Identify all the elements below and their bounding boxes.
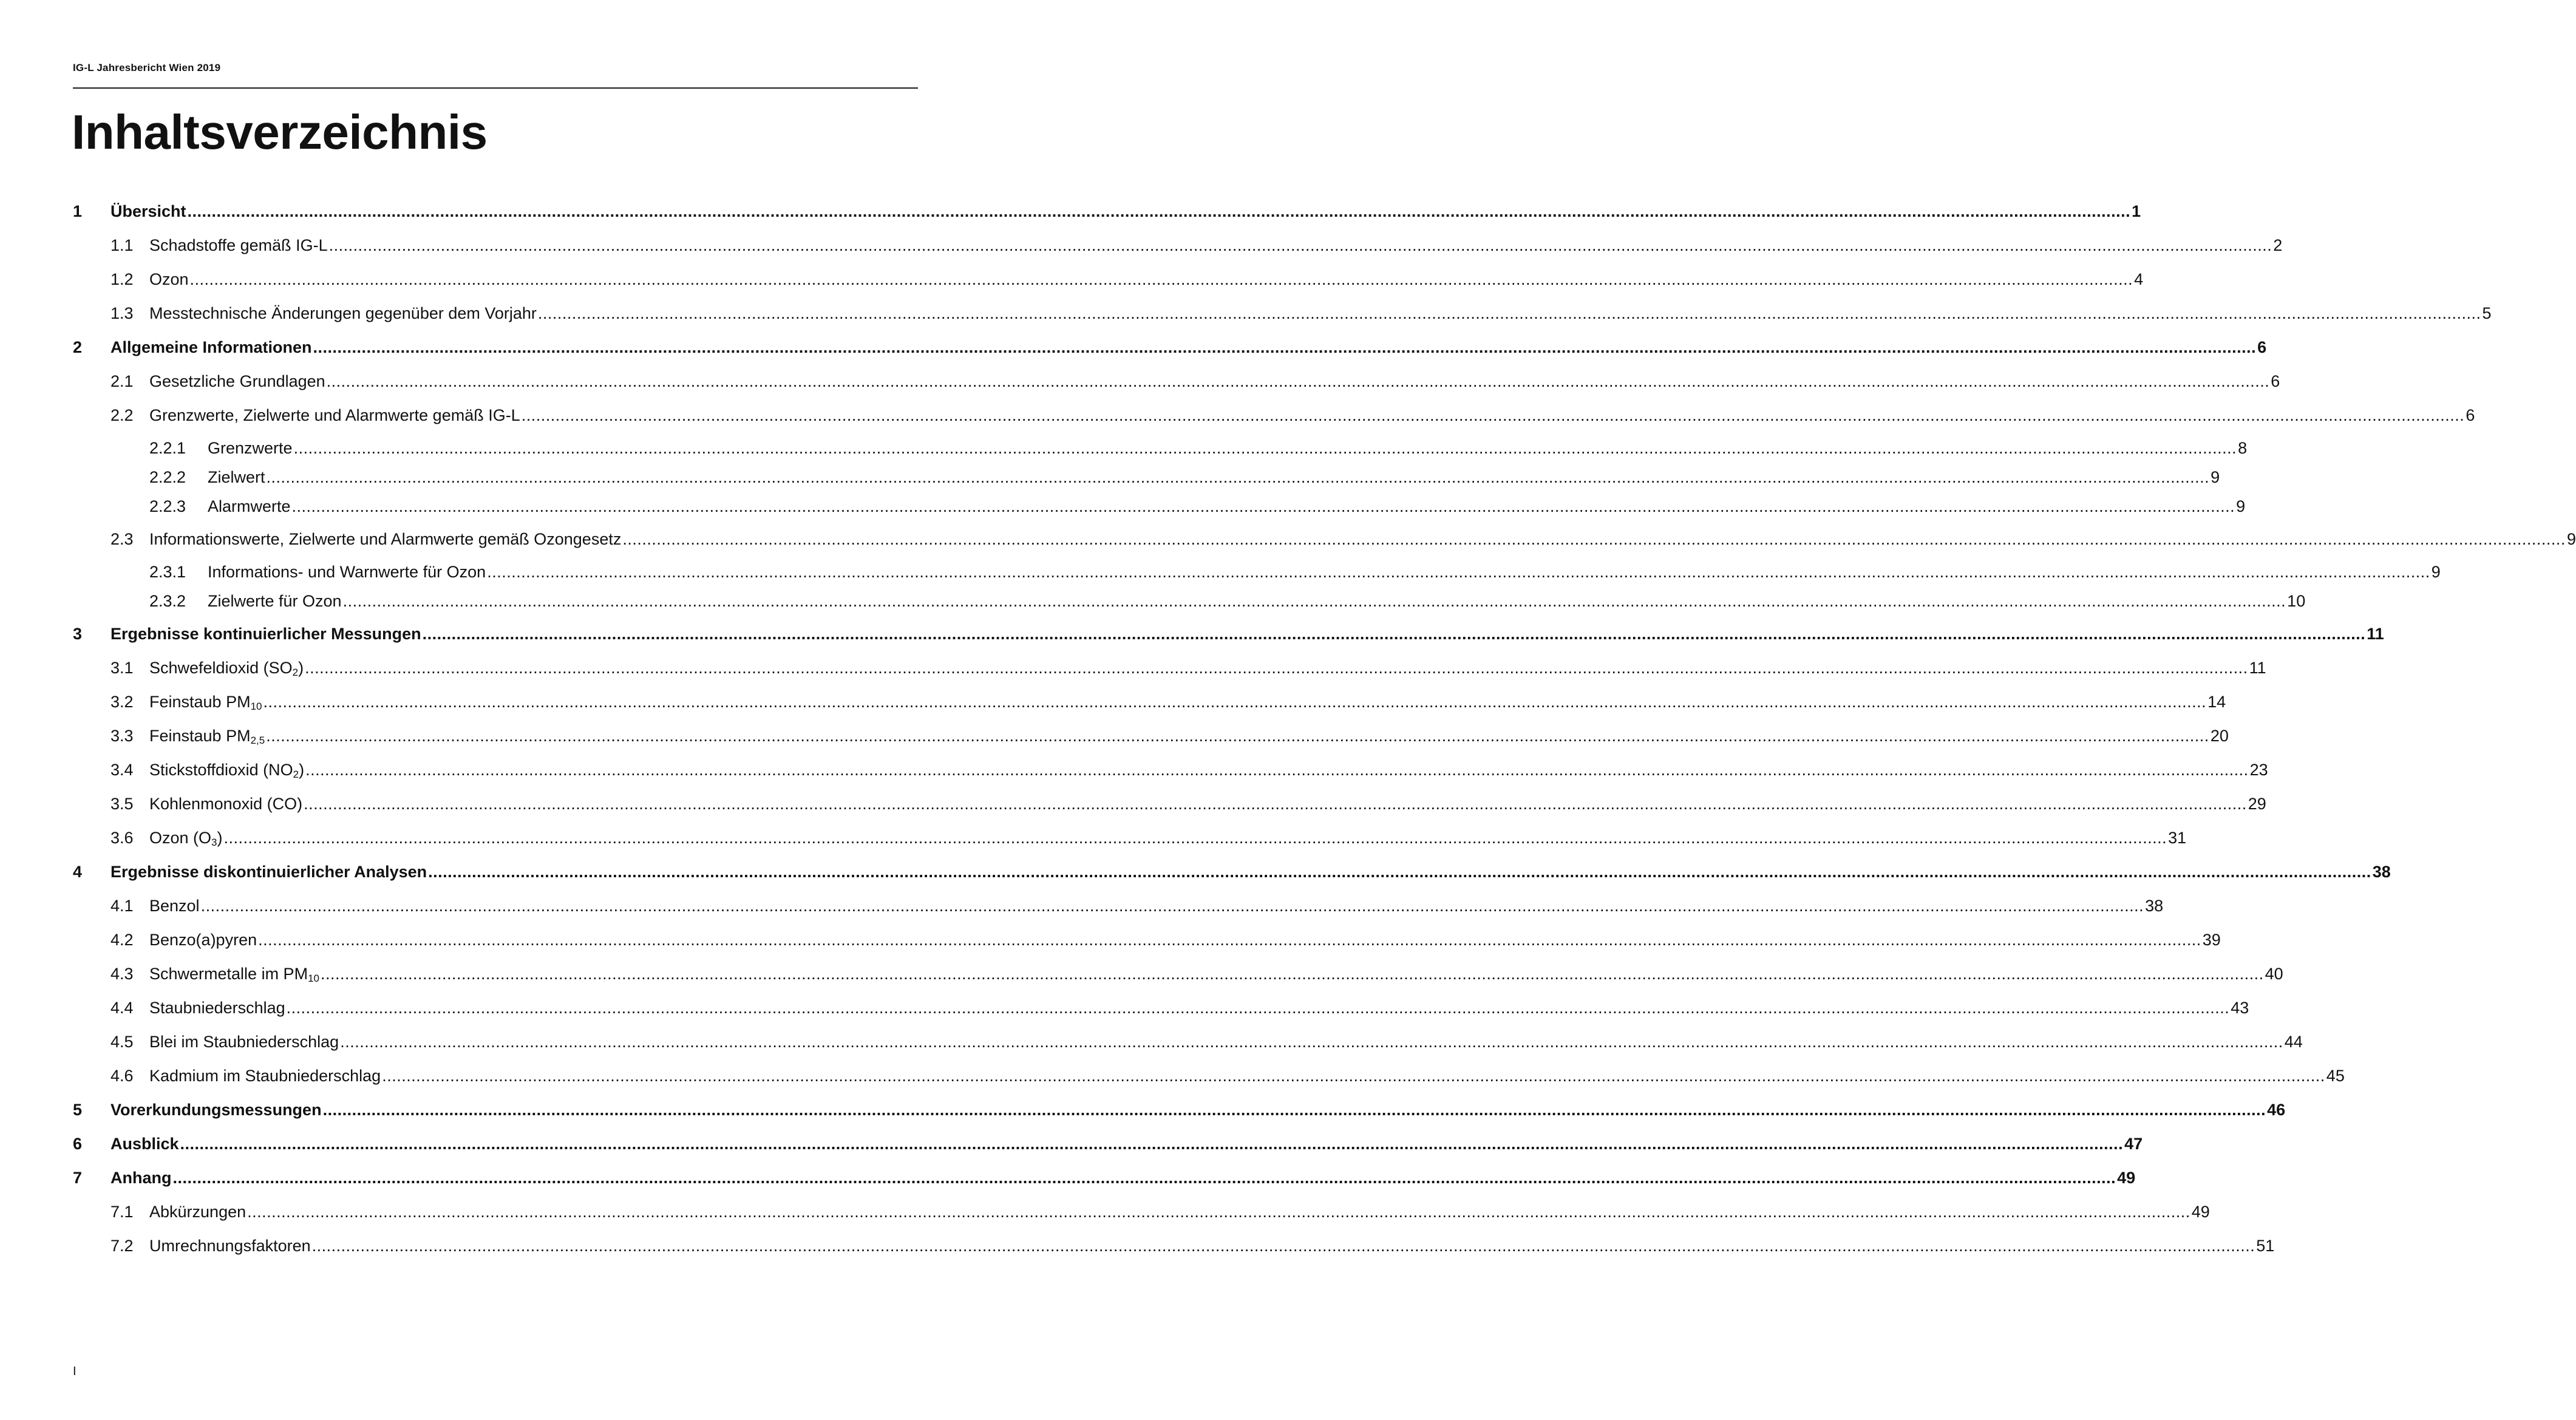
- toc-dot-leader: ................................................................................................................................................................................................................................................................................................................................................................................................................: [293, 439, 2237, 457]
- toc-dot-leader: ................................................................................................................................................................................................................................................................................................................................................................................................................: [487, 563, 2430, 581]
- toc-dot-leader: ................................................................................................................................................................................................................................................................................................................................................................................................................: [189, 270, 2133, 288]
- toc-entry-page[interactable]: 6: [2271, 372, 2280, 390]
- toc-entry[interactable]: [73, 1234, 2275, 1258]
- toc-dot-leader: ................................................................................................................................................................................................................................................................................................................................................................................................................: [622, 530, 2566, 548]
- toc-dot-leader: ................................................................................................................................................................................................................................................................................................................................................................................................................: [521, 406, 2465, 424]
- toc-entry-page[interactable]: 45: [2326, 1067, 2345, 1085]
- toc-entry[interactable]: [73, 233, 2283, 257]
- toc-entry-number: 4.3: [110, 965, 134, 983]
- toc-entry-page[interactable]: 40: [2265, 965, 2283, 983]
- toc-entry[interactable]: [73, 527, 2576, 551]
- toc-dot-leader: ................................................................................................................................................................................................................................................................................................................................................................................................................: [422, 625, 2366, 643]
- toc-entry-title[interactable]: Ergebnisse kontinuierlicher Messungen: [110, 625, 421, 643]
- toc-dot-leader: ................................................................................................................................................................................................................................................................................................................................................................................................................: [263, 693, 2207, 711]
- toc-entry-number: 4.2: [110, 931, 134, 949]
- toc-entry-number: 3.4: [110, 761, 134, 779]
- toc-entry[interactable]: [73, 199, 2141, 223]
- toc-entry-title[interactable]: Ergebnisse diskontinuierlicher Analysen: [110, 863, 427, 881]
- toc-entry-title[interactable]: Grenzwerte: [208, 439, 293, 457]
- toc-entry-number: 7.1: [110, 1203, 134, 1221]
- toc-entry-title[interactable]: Abkürzungen: [149, 1203, 246, 1221]
- toc-entry[interactable]: [73, 335, 2267, 359]
- toc-dot-leader: ................................................................................................................................................................................................................................................................................................................................................................................................................: [247, 1203, 2190, 1221]
- toc-entry[interactable]: [73, 894, 2164, 918]
- toc-dot-leader: ................................................................................................................................................................................................................................................................................................................................................................................................................: [180, 1135, 2124, 1153]
- toc-dot-leader: ................................................................................................................................................................................................................................................................................................................................................................................................................: [200, 897, 2144, 915]
- toc-entry-page[interactable]: 47: [2124, 1135, 2143, 1153]
- toc-entry-title[interactable]: Benzo(a)pyren: [149, 931, 257, 949]
- toc-entry-number: 4: [73, 863, 83, 881]
- toc-entry[interactable]: [73, 690, 2226, 714]
- toc-entry-page[interactable]: 2: [2273, 236, 2283, 254]
- toc-entry-title[interactable]: Ozon: [149, 270, 189, 288]
- toc-entry-number: 2.2.3: [149, 497, 186, 515]
- toc-entry-number: 3.3: [110, 727, 134, 745]
- toc-entry[interactable]: [73, 267, 2144, 291]
- toc-entry-page[interactable]: 44: [2284, 1033, 2303, 1051]
- toc-entry-page[interactable]: 9: [2431, 563, 2441, 581]
- toc-dot-leader: ................................................................................................................................................................................................................................................................................................................................................................................................................: [428, 863, 2371, 881]
- toc-entry[interactable]: [73, 1132, 2143, 1156]
- toc-entry-number: 2.3: [110, 530, 134, 548]
- toc-entry-page[interactable]: 9: [2236, 497, 2246, 515]
- toc-dot-leader: ................................................................................................................................................................................................................................................................................................................................................................................................................: [320, 965, 2264, 983]
- toc-entry-number: 4.4: [110, 999, 134, 1017]
- toc-dot-leader: ................................................................................................................................................................................................................................................................................................................................................................................................................: [172, 1169, 2116, 1187]
- toc-entry[interactable]: [73, 996, 2249, 1020]
- toc-entry-number: 4.1: [110, 897, 134, 915]
- toc-entry-title[interactable]: Schwermetalle im $PM_{10}$: [149, 965, 319, 984]
- toc-entry-page[interactable]: 11: [2249, 659, 2266, 677]
- header-title: IG-L Jahresbericht Wien 2019: [73, 62, 221, 73]
- toc-entry-number: 4.6: [110, 1067, 134, 1085]
- toc-entry[interactable]: [73, 403, 2475, 427]
- toc-entry[interactable]: [73, 758, 2268, 782]
- toc-entry[interactable]: [73, 369, 2280, 393]
- toc-entry-title[interactable]: Alarmwerte: [208, 497, 291, 515]
- toc-dot-leader: ................................................................................................................................................................................................................................................................................................................................................................................................................: [286, 999, 2230, 1017]
- toc-entry-page[interactable]: 10: [2287, 592, 2306, 610]
- toc-entry-title[interactable]: Allgemeine Informationen: [110, 338, 312, 356]
- toc-entry-page[interactable]: 20: [2210, 727, 2229, 745]
- toc-entry-title[interactable]: Feinstaub $PM_{10}$: [149, 693, 262, 712]
- toc-entry[interactable]: [73, 792, 2266, 816]
- toc-entry[interactable]: [73, 560, 2441, 584]
- toc-dot-leader: ................................................................................................................................................................................................................................................................................................................................................................................................................: [187, 202, 2131, 220]
- toc-entry[interactable]: [73, 826, 2187, 850]
- toc-entry-page[interactable]: 8: [2238, 439, 2248, 457]
- toc-entry-number: 1: [73, 202, 83, 220]
- toc-dot-leader: ................................................................................................................................................................................................................................................................................................................................................................................................................: [537, 304, 2481, 322]
- toc-entry-number: 2.1: [110, 372, 134, 390]
- toc-dot-leader: ................................................................................................................................................................................................................................................................................................................................................................................................................: [291, 497, 2235, 515]
- toc-entry-page[interactable]: 6: [2257, 338, 2267, 356]
- toc-entry-page[interactable]: 49: [2191, 1203, 2210, 1221]
- toc-dot-leader: ................................................................................................................................................................................................................................................................................................................................................................................................................: [266, 727, 2209, 745]
- toc-entry-title[interactable]: Kohlenmonoxid (CO): [149, 795, 303, 813]
- toc-entry-page[interactable]: 23: [2249, 761, 2268, 779]
- toc-entry-page[interactable]: 43: [2231, 999, 2249, 1017]
- toc-entry-number: 4.5: [110, 1033, 134, 1051]
- toc-entry[interactable]: [73, 656, 2266, 680]
- toc-entry-page[interactable]: 9: [2211, 468, 2220, 486]
- toc-entry[interactable]: [73, 1064, 2345, 1088]
- page-title: Inhaltsverzeichnis: [72, 105, 488, 159]
- toc-entry-page[interactable]: 9: [2566, 530, 2576, 548]
- toc-entry-number: 2.2.2: [149, 468, 186, 486]
- toc-entry-title[interactable]: Staubniederschlag: [149, 999, 285, 1017]
- toc-entry[interactable]: [73, 622, 2384, 646]
- toc-entry-title[interactable]: Feinstaub $PM_{2,5}$: [149, 727, 265, 746]
- toc-dot-leader: ................................................................................................................................................................................................................................................................................................................................................................................................................: [322, 1101, 2266, 1119]
- toc-dot-leader: ................................................................................................................................................................................................................................................................................................................................................................................................................: [382, 1067, 2325, 1085]
- toc-entry[interactable]: [73, 1166, 2136, 1190]
- toc-entry-number: 2.2.1: [149, 439, 186, 457]
- toc-entry-subscript: 2,5: [250, 735, 265, 746]
- toc-entry-title[interactable]: Schwefeldioxid $(SO_2)$: [149, 659, 304, 678]
- toc-entry-title[interactable]: Blei im Staubniederschlag: [149, 1033, 339, 1051]
- toc-entry-title[interactable]: Stickstoffdioxid $(NO_2)$: [149, 761, 305, 780]
- toc-dot-leader: ................................................................................................................................................................................................................................................................................................................................................................................................................: [340, 1033, 2283, 1051]
- toc-entry-page[interactable]: 49: [2117, 1169, 2136, 1187]
- toc-entry[interactable]: [73, 962, 2283, 986]
- toc-entry-number: 6: [73, 1135, 83, 1153]
- toc-entry-page[interactable]: 1: [2132, 202, 2141, 220]
- toc-entry-subscript: 10: [308, 973, 319, 984]
- toc-entry-title[interactable]: Zielwert: [208, 468, 265, 486]
- toc-entry-title[interactable]: Gesetzliche Grundlagen: [149, 372, 325, 390]
- toc-entry-title[interactable]: Grenzwerte, Zielwerte und Alarmwerte gemäß IG-L: [149, 406, 520, 424]
- toc-entry-subscript: 3: [211, 837, 217, 848]
- toc-dot-leader: ................................................................................................................................................................................................................................................................................................................................................................................................................: [305, 659, 2248, 677]
- toc-entry-number: 1.3: [110, 304, 134, 322]
- toc-entry-page[interactable]: 38: [2145, 897, 2164, 915]
- toc-entry[interactable]: [73, 465, 2220, 489]
- toc-dot-leader: ................................................................................................................................................................................................................................................................................................................................................................................................................: [266, 468, 2210, 486]
- toc-entry-page[interactable]: 11: [2367, 625, 2384, 643]
- toc-entry-page[interactable]: 6: [2466, 406, 2475, 424]
- toc-entry-page[interactable]: 14: [2207, 693, 2226, 711]
- toc-entry-title[interactable]: Umrechnungsfaktoren: [149, 1237, 311, 1255]
- toc-entry-title[interactable]: Übersicht: [110, 202, 186, 220]
- toc-dot-leader: ................................................................................................................................................................................................................................................................................................................................................................................................................: [304, 795, 2247, 813]
- toc-dot-leader: ................................................................................................................................................................................................................................................................................................................................................................................................................: [258, 931, 2201, 949]
- toc-entry-title[interactable]: Benzol: [149, 897, 200, 915]
- toc-entry-title[interactable]: Anhang: [110, 1169, 172, 1187]
- toc-dot-leader: ................................................................................................................................................................................................................................................................................................................................................................................................................: [328, 236, 2272, 254]
- toc-entry[interactable]: [73, 1200, 2210, 1224]
- toc-entry-page[interactable]: 31: [2168, 829, 2187, 847]
- toc-dot-leader: ................................................................................................................................................................................................................................................................................................................................................................................................................: [326, 372, 2270, 390]
- toc-entry-title[interactable]: Ozon $(O_3)$: [149, 829, 223, 848]
- toc-entry-title[interactable]: Kadmium im Staubniederschlag: [149, 1067, 381, 1085]
- toc-entry-subscript: 2: [292, 667, 299, 678]
- toc-entry-page[interactable]: 46: [2267, 1101, 2286, 1119]
- toc-entry-title[interactable]: Informationswerte, Zielwerte und Alarmwerte gemäß Ozongesetz: [149, 530, 622, 548]
- toc-entry[interactable]: [73, 928, 2221, 952]
- toc-entry[interactable]: [73, 301, 2492, 325]
- toc-entry[interactable]: [73, 436, 2248, 460]
- toc-entry-page[interactable]: 39: [2202, 931, 2221, 949]
- toc-entry-number: 2.3.1: [149, 563, 186, 581]
- toc-entry-title[interactable]: Zielwerte für Ozon: [208, 592, 342, 610]
- toc-entry-number: 1.2: [110, 270, 134, 288]
- toc-entry-number: 1.1: [110, 236, 134, 254]
- toc-dot-leader: ................................................................................................................................................................................................................................................................................................................................................................................................................: [223, 829, 2167, 847]
- toc-entry-number: 3.2: [110, 693, 134, 711]
- toc-entry[interactable]: [73, 860, 2391, 884]
- toc-entry-page[interactable]: 4: [2134, 270, 2144, 288]
- toc-entry-page[interactable]: 38: [2372, 863, 2391, 881]
- toc-entry-subscript: 2: [293, 769, 299, 780]
- toc-entry[interactable]: [73, 724, 2229, 748]
- toc-entry-title[interactable]: Messtechnische Änderungen gegenüber dem Vorjahr: [149, 304, 537, 322]
- toc-entry-page[interactable]: 51: [2256, 1237, 2275, 1255]
- toc-entry[interactable]: [73, 494, 2246, 518]
- toc-entry-number: 3.6: [110, 829, 134, 847]
- toc-entry-number: 2.2: [110, 406, 134, 424]
- toc-entry-number: 3: [73, 625, 83, 643]
- running-header: [73, 61, 918, 89]
- toc-entry-page[interactable]: 29: [2248, 795, 2266, 813]
- toc-entry-number: 3.5: [110, 795, 134, 813]
- toc-entry-title[interactable]: Schadstoffe gemäß IG-L: [149, 236, 328, 254]
- toc-entry[interactable]: [73, 589, 2306, 613]
- toc-entry[interactable]: [73, 1098, 2286, 1122]
- toc-entry-title[interactable]: Vorerkundungsmessungen: [110, 1101, 322, 1119]
- page-number: I: [73, 1365, 76, 1378]
- toc-dot-leader: ................................................................................................................................................................................................................................................................................................................................................................................................................: [342, 592, 2286, 610]
- toc-entry-number: 3.1: [110, 659, 134, 677]
- toc-entry-page[interactable]: 5: [2482, 304, 2492, 322]
- toc-entry-number: 2: [73, 338, 83, 356]
- toc-dot-leader: ................................................................................................................................................................................................................................................................................................................................................................................................................: [305, 761, 2249, 779]
- toc-entry-number: 7.2: [110, 1237, 134, 1255]
- toc-entry-title[interactable]: Informations- und Warnwerte für Ozon: [208, 563, 486, 581]
- toc-entry[interactable]: [73, 1030, 2303, 1054]
- toc-dot-leader: ................................................................................................................................................................................................................................................................................................................................................................................................................: [313, 338, 2257, 356]
- toc-entry-number: 5: [73, 1101, 83, 1119]
- toc-dot-leader: ................................................................................................................................................................................................................................................................................................................................................................................................................: [311, 1237, 2255, 1255]
- toc-entry-number: 2.3.2: [149, 592, 186, 610]
- toc-entry-subscript: 10: [250, 701, 262, 712]
- toc-entry-title[interactable]: Ausblick: [110, 1135, 179, 1153]
- toc-entry-number: 7: [73, 1169, 83, 1187]
